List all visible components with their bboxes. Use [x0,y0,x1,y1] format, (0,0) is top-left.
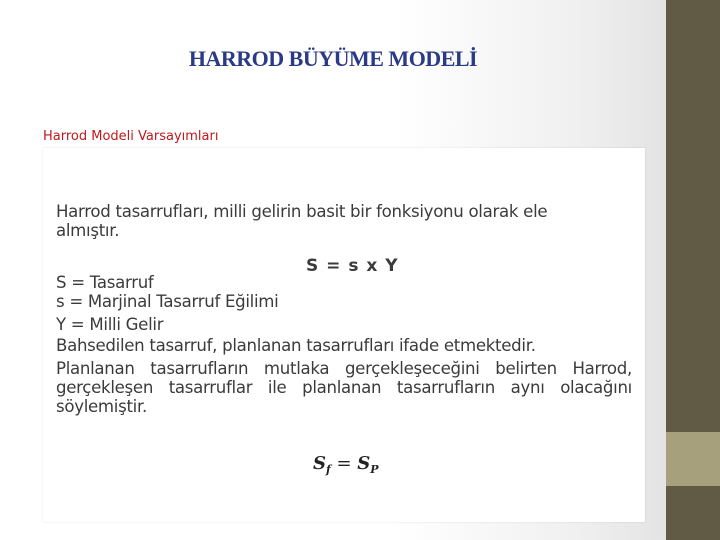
eq-right-sub: P [370,463,379,476]
content-text [56,202,632,416]
content-panel [43,148,645,522]
equation [313,453,379,476]
def-s-lower: s = Marjinal Tasarruf Eğilimi [56,292,279,311]
paragraph-text: Planlanan tasarrufların mutlaka gerçekleşeceğini belirten Harrod, gerçekleşen tasarruflar ile planlanan tasarrufların aynı olacağını söylemiştir. [56,359,632,416]
eq-left: S [313,453,326,474]
slide-title: HARROD BÜYÜME MODELİ [188,46,478,71]
side-decor-accent [666,432,720,486]
def-y: Y = Milli Gelir [56,315,164,334]
slide-subtitle: Harrod Modeli Varsayımları [43,129,219,144]
eq-left-sub: f [326,463,331,476]
eq-right: S [357,453,371,474]
intro-text: Harrod tasarrufları, milli gelirin basit bir fonksiyonu olarak ele almıştır. [56,202,548,240]
formula: S = s x Y [306,256,399,276]
statement-text: Bahsedilen tasarruf, planlanan tasarrufları ifade etmektedir. [56,336,536,355]
def-s-upper: S = Tasarruf [56,273,154,292]
eq-op: = [330,453,358,474]
